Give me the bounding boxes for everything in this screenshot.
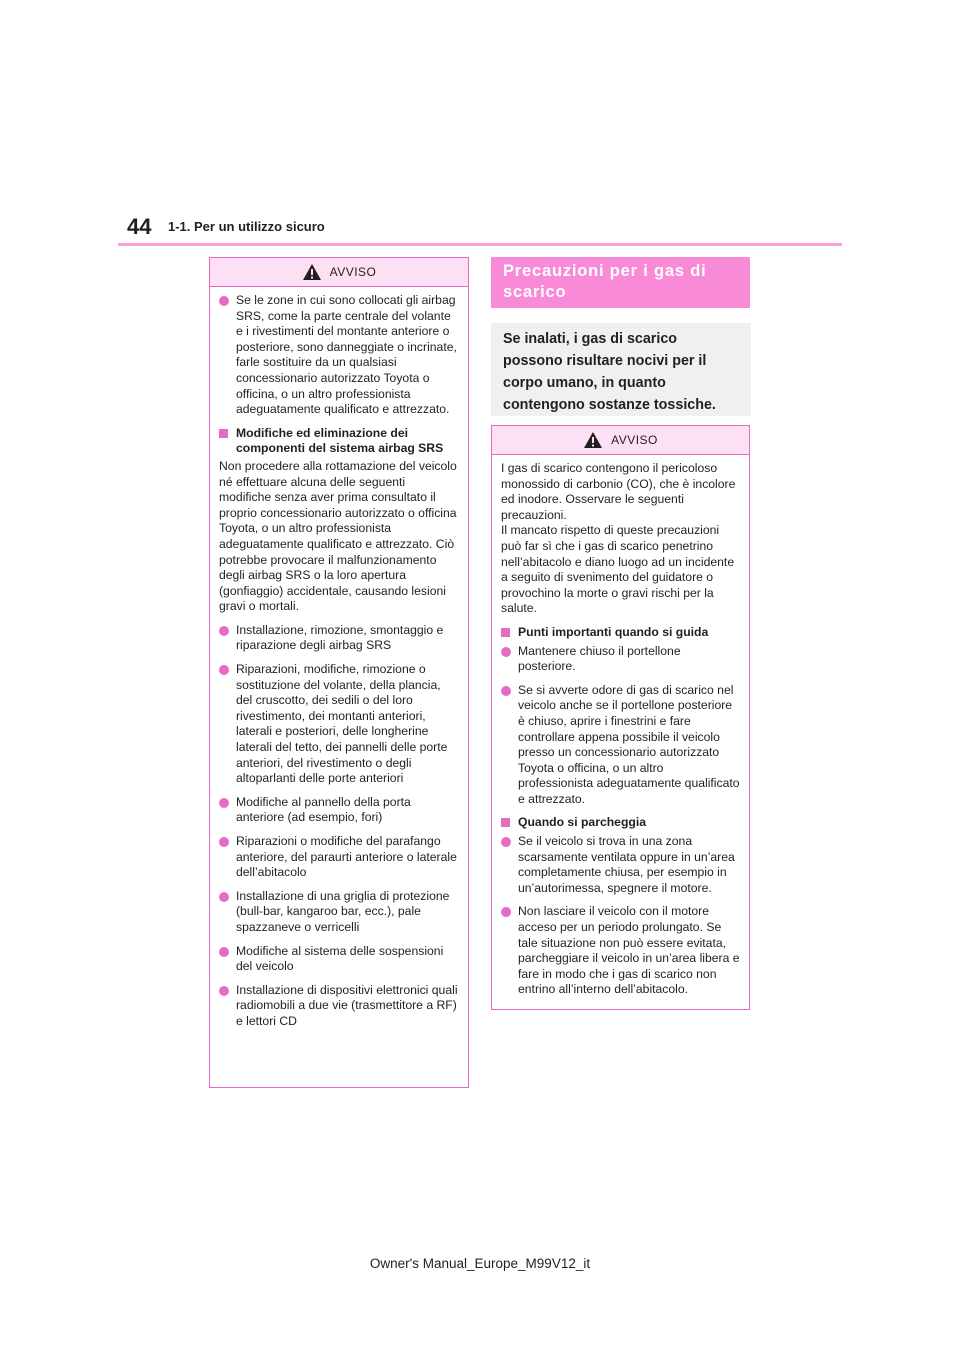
bullet-icon: [219, 986, 229, 996]
warning-icon: [583, 431, 603, 449]
item-text: Installazione di dispositivi elettronici quali radiomobili a due vie (trasmettitore a RF) e lettori CD: [236, 982, 458, 1028]
list-item: [219, 983, 459, 1030]
item-text: Installazione, rimozione, smontaggio e riparazione degli airbag SRS: [236, 622, 444, 653]
subheading-text: Modifiche ed eliminazione dei componenti del sistema airbag SRS: [236, 425, 444, 456]
page-number: 44: [127, 214, 152, 239]
list-item: [501, 904, 740, 998]
item-text: Modifiche al pannello della porta anteriore (ad esempio, fori): [236, 794, 411, 825]
left-box-body: [210, 287, 468, 1030]
list-item: [501, 644, 740, 675]
subheading: [501, 815, 740, 831]
paragraph: Il mancato rispetto di queste precauzioni può far sì che i gas di scarico penetrino nell’abitacolo e diano luogo ad un incidente a seguito di svenimento del guidatore o provochino la morte o gravi rischi per la salute.: [501, 523, 735, 616]
footer-text: Owner's Manual_Europe_M99V12_it: [369, 1256, 591, 1271]
list-item: [219, 834, 459, 881]
square-bullet-icon: [501, 628, 510, 637]
paragraph: I gas di scarico contengono il pericoloso monossido di carbonio (CO), che è incolore ed inodore. Osservare le seguenti precauzioni.: [501, 461, 736, 522]
item-text: Mantenere chiuso il portellone posteriore.: [518, 643, 681, 674]
square-bullet-icon: [501, 818, 510, 827]
left-warning-box: [209, 257, 469, 1088]
item-text: Se si avverte odore di gas di scarico nel veicolo anche se il portellone posteriore è chiuso, aprire i finestrini e fare controllare appena possibile il veicolo presso un concessionario autorizzato Toyota o officina, o un altro professionista adeguatamente qualificato e attrezzato.: [518, 682, 740, 806]
item-text: Se il veicolo si trova in una zona scarsamente ventilata oppure in un’area completamente chiusa, per esempio in un’autorimessa, spegnere il motore.: [518, 834, 735, 895]
bullet-icon: [501, 907, 511, 917]
subheading-text: Punti importanti quando si guida: [518, 624, 709, 639]
bullet-icon: [501, 647, 511, 657]
bullet-icon: [501, 837, 511, 847]
bullet-icon: [501, 686, 511, 696]
right-warning-box: [491, 425, 750, 1010]
warning-title: AVVISO: [611, 433, 658, 447]
item-text: Modifiche al sistema delle sospensioni del veicolo: [236, 943, 444, 974]
warning-header: [492, 426, 749, 455]
list-item: [219, 795, 459, 826]
list-item: [219, 662, 459, 787]
subheading-text: Quando si parcheggia: [518, 815, 646, 830]
warning-icon: [302, 263, 322, 281]
warning-header: [210, 258, 468, 287]
subheading: [501, 625, 740, 641]
bullet-icon: [219, 837, 229, 847]
bullet-icon: [219, 947, 229, 957]
item-text: Se le zone in cui sono collocati gli airbag SRS, come la parte centrale del volante e i rivestimenti del montante anteriore o posteriore, sono danneggiate o incrinate, farle sostituire da un qualsiasi concessionario autorizzato Toyota o officina, o un altro professionista adeguatamente qualificato e attrezzato.: [236, 293, 457, 417]
list-item: [219, 293, 459, 418]
item-text: Non lasciare il veicolo con il motore acceso per un periodo prolungato. Se tale situazione non può essere evitata, parcheggiare il veicolo in un’area libera e fare in modo che i gas di scarico non entrino all’interno dell’abitacolo.: [518, 904, 740, 997]
item-text: Riparazioni o modifiche del parafango anteriore, del paraurti anteriore o laterale dell’abitacolo: [236, 834, 457, 880]
bullet-icon: [219, 798, 229, 808]
intro-text: Se inalati, i gas di scarico possono risultare nocivi per il corpo umano, in quanto contengono sostanze tossiche.: [491, 323, 751, 416]
bullet-icon: [219, 626, 229, 636]
header-rule: [118, 243, 842, 246]
list-item: [219, 889, 459, 936]
list-item: [501, 683, 740, 808]
item-text: Riparazioni, modifiche, rimozione o sostituzione del volante, della plancia, del cruscotto, dei sedili o del loro rivestimento, dei montanti anteriori, laterali e posteriori, delle longherine laterali del tetto, dei pannelli delle porte anteriori, del rivestimento o degli altoparlanti delle porte anteriori: [236, 662, 448, 786]
bullet-icon: [219, 665, 229, 675]
subheading: [219, 426, 459, 457]
right-box-body: [492, 455, 749, 998]
section-title: 1-1. Per un utilizzo sicuro: [168, 219, 325, 234]
square-bullet-icon: [219, 429, 228, 438]
bullet-icon: [219, 892, 229, 902]
warning-title: AVVISO: [329, 265, 377, 279]
section-heading: Precauzioni per i gas di scarico: [491, 257, 750, 308]
item-text: Installazione di una griglia di protezione (bull-bar, kangaroo bar, ecc.), pale spazzaneve o verricelli: [236, 888, 450, 934]
list-item: [219, 944, 459, 975]
list-item: [501, 834, 740, 896]
list-item: [219, 623, 459, 654]
bullet-icon: [219, 296, 229, 306]
paragraph: Non procedere alla rottamazione del veicolo né effettuare alcuna delle seguenti modifiche senza aver prima consultato il proprio concessionario autorizzato o officina Toyota, o un altro professionista adeguatamente qualificato e attrezzato. Ciò potrebbe provocare il malfunzionamento degli airbag SRS o la loro apertura (gonfiaggio) accidentale, causando lesioni gravi o mortali.: [219, 458, 457, 614]
